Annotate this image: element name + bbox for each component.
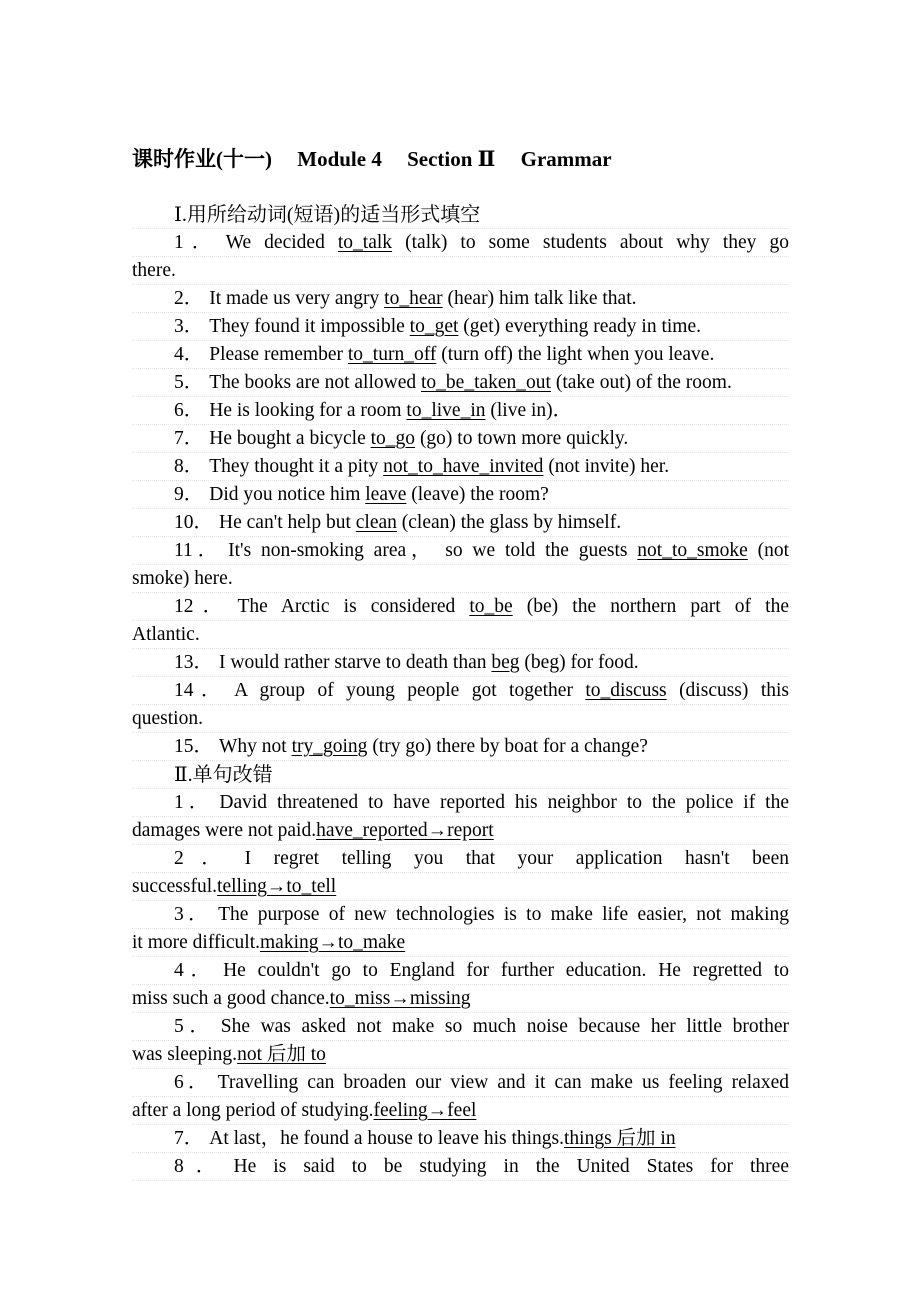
- s2-item-1-cont: damages were not paid.have_reported→report: [132, 817, 789, 845]
- s1-item-12-cont: Atlantic.: [132, 621, 789, 649]
- answer: making→to_make: [260, 932, 406, 953]
- s1-item-14-cont: question.: [132, 705, 789, 733]
- s1-item-7: 7． He bought a bicycle to_go (go) to town more quickly.: [132, 425, 789, 453]
- page-title: [132, 143, 632, 173]
- answer: feeling→feel: [373, 1100, 477, 1121]
- s1-item-2: 2． It made us very angry to_hear (hear) him talk like that.: [132, 285, 789, 313]
- s1-item-9: 9． Did you notice him leave (leave) the room?: [132, 481, 789, 509]
- answer: not_to_have_invited: [383, 456, 544, 477]
- title-topic: Grammar: [520, 147, 612, 171]
- s1-item-13: 13． I would rather starve to death than beg (beg) for food.: [132, 649, 789, 677]
- title-module: Module 4: [297, 147, 382, 171]
- section1-heading: Ⅰ.用所给动词(短语)的适当形式填空: [132, 201, 789, 229]
- answer: to_miss→missing: [329, 988, 471, 1009]
- s2-item-4-cont: miss such a good chance.to_miss→missing: [132, 985, 789, 1013]
- answer: to_talk: [337, 232, 393, 253]
- exercise-content: [132, 201, 789, 1181]
- answer: to_be_taken_out: [421, 372, 551, 393]
- answer: not_to_smoke: [637, 540, 748, 561]
- answer: things 后加 in: [564, 1128, 676, 1149]
- answer: not 后加 to: [237, 1044, 326, 1065]
- answer: to_be: [469, 596, 513, 617]
- answer: to_hear: [384, 288, 443, 309]
- answer: to_go: [370, 428, 416, 449]
- s1-item-1-cont: there.: [132, 257, 789, 285]
- s2-item-5-cont: was sleeping.not 后加 to: [132, 1041, 789, 1069]
- s2-item-4: 4． He couldn't go to England for further education. He regretted to: [132, 957, 789, 985]
- s2-item-3: 3． The purpose of new technologies is to make life easier, not making: [132, 901, 789, 929]
- s2-item-3-cont: it more difficult.making→to_make: [132, 929, 789, 957]
- s2-item-2: 2． I regret telling you that your application hasn't been: [132, 845, 789, 873]
- s2-item-8: 8． He is said to be studying in the United States for three: [132, 1153, 789, 1181]
- s1-item-11: 11． It's non-smoking area， so we told the guests not_to_smoke (not: [132, 537, 789, 565]
- s2-item-1: 1． David threatened to have reported his neighbor to the police if the: [132, 789, 789, 817]
- title-section: Section Ⅱ: [407, 147, 496, 171]
- answer: telling→to_tell: [217, 876, 337, 897]
- s2-item-6-cont: after a long period of studying.feeling→feel: [132, 1097, 789, 1125]
- answer: to_live_in: [406, 400, 486, 421]
- s2-item-5: 5． She was asked not make so much noise because her little brother: [132, 1013, 789, 1041]
- answer: to_get: [409, 316, 459, 337]
- answer: beg: [491, 652, 520, 673]
- s1-item-6: 6． He is looking for a room to_live_in (live in)．: [132, 397, 789, 425]
- s1-item-8: 8． They thought it a pity not_to_have_invited (not invite) her.: [132, 453, 789, 481]
- s1-item-15: 15． Why not try_going (try go) there by boat for a change?: [132, 733, 789, 761]
- answer: leave: [365, 484, 407, 505]
- answer: to_turn_off: [347, 344, 437, 365]
- s1-item-11-cont: smoke) here.: [132, 565, 789, 593]
- s1-item-14: 14． A group of young people got together to_discuss (discuss) this: [132, 677, 789, 705]
- title-lesson: 课时作业(十一): [132, 147, 272, 171]
- answer: to_discuss: [585, 680, 667, 701]
- s2-item-7: 7． At last，he found a house to leave his things.things 后加 in: [132, 1125, 789, 1153]
- section2-heading: Ⅱ.单句改错: [132, 761, 789, 789]
- s1-item-10: 10． He can't help but clean (clean) the glass by himself.: [132, 509, 789, 537]
- s1-item-3: 3． They found it impossible to_get (get) everything ready in time.: [132, 313, 789, 341]
- s2-item-6: 6． Travelling can broaden our view and it can make us feeling relaxed: [132, 1069, 789, 1097]
- s1-item-5: 5． The books are not allowed to_be_taken_out (take out) of the room.: [132, 369, 789, 397]
- answer: try_going: [291, 736, 368, 757]
- s1-item-1: 1． We decided to_talk (talk) to some students about why they go: [132, 229, 789, 257]
- s1-item-12: 12． The Arctic is considered to_be (be) the northern part of the: [132, 593, 789, 621]
- s2-item-2-cont: successful.telling→to_tell: [132, 873, 789, 901]
- answer: clean: [355, 512, 397, 533]
- s1-item-4: 4． Please remember to_turn_off (turn off) the light when you leave.: [132, 341, 789, 369]
- answer: have_reported→report: [316, 820, 494, 841]
